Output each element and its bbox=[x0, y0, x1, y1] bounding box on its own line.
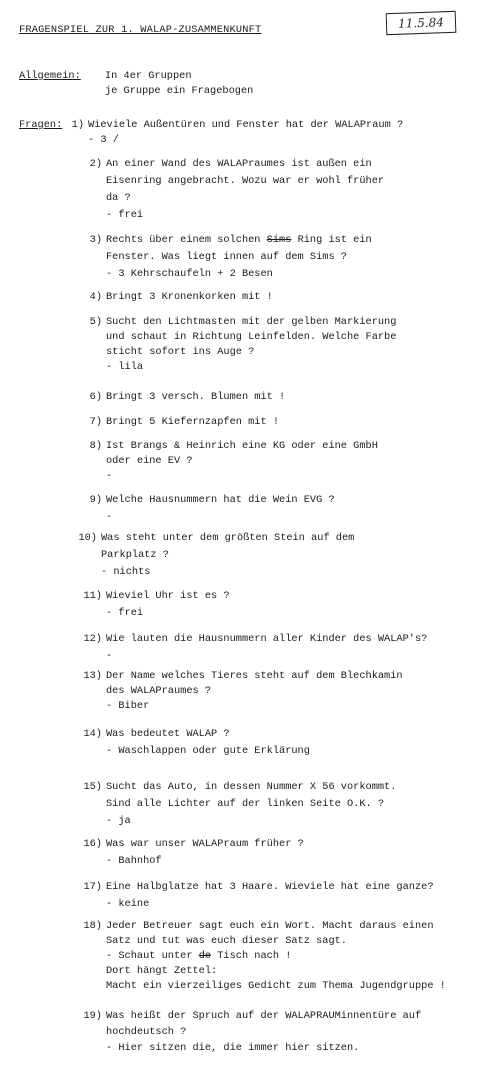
question-line: Was bedeutet WALAP ? bbox=[106, 728, 230, 740]
answer-line: - frei bbox=[106, 209, 144, 221]
question-line: hochdeutsch ? bbox=[106, 1026, 187, 1038]
answer-line: - keine bbox=[106, 898, 150, 910]
question-line: Was heißt der Spruch auf der WALAPRAUMinnentüre auf bbox=[106, 1010, 422, 1022]
question-line: Jeder Betreuer sagt euch ein Wort. Macht daraus einen bbox=[106, 920, 434, 932]
question-line: Bringt 3 versch. Blumen mit ! bbox=[106, 391, 286, 403]
answer-line: - 3 Kehrschaufeln + 2 Besen bbox=[106, 268, 273, 280]
question-line: Sucht das Auto, in dessen Nummer X 56 vorkommt. bbox=[106, 781, 397, 793]
answer-line: - lila bbox=[106, 361, 144, 373]
question-number: 3) bbox=[89, 234, 102, 246]
date-stamp: 11.5.84 bbox=[386, 11, 457, 35]
question-number: 2) bbox=[89, 158, 102, 170]
question-line: Parkplatz ? bbox=[101, 549, 169, 561]
answer-line: - nichts bbox=[101, 566, 151, 578]
question-line: Sind alle Lichter auf der linken Seite O.K. ? bbox=[106, 798, 385, 810]
general-line: In 4er Gruppen bbox=[105, 70, 192, 82]
question-line: Satz und tut was euch dieser Satz sagt. bbox=[106, 935, 347, 947]
answer-line: - bbox=[106, 511, 113, 523]
question-number: 18) bbox=[83, 920, 102, 932]
question-line: Wieviele Außentüren und Fenster hat der WALAPraum ? bbox=[88, 119, 404, 131]
question-number: 1) bbox=[71, 119, 84, 131]
question-number: 14) bbox=[83, 728, 102, 740]
answer-line: - Schaut unter de Tisch nach ! bbox=[106, 950, 292, 962]
answer-line: - Waschlappen oder gute Erklärung bbox=[106, 745, 310, 757]
questions-label: Fragen: bbox=[19, 119, 63, 131]
question-line: Ist Brangs & Heinrich eine KG oder eine GmbH bbox=[106, 440, 378, 452]
question-number: 11) bbox=[83, 590, 102, 602]
answer-line: - Bahnhof bbox=[106, 855, 162, 867]
question-line: Welche Hausnummern hat die Wein EVG ? bbox=[106, 494, 335, 506]
question-line: Wie lauten die Hausnummern aller Kinder des WALAP's? bbox=[106, 633, 428, 645]
question-number: 15) bbox=[83, 781, 102, 793]
question-line: Was steht unter dem größten Stein auf dem bbox=[101, 532, 355, 544]
question-line: Macht ein vierzeiliges Gedicht zum Thema Jugendgruppe ! bbox=[106, 980, 446, 992]
question-line: Wieviel Uhr ist es ? bbox=[106, 590, 230, 602]
question-line: Eine Halbglatze hat 3 Haare. Wieviele hat eine ganze? bbox=[106, 881, 434, 893]
question-line: Bringt 3 Kronenkorken mit ! bbox=[106, 291, 273, 303]
question-line: Der Name welches Tieres steht auf dem Blechkamin bbox=[106, 670, 403, 682]
question-line: Dort hängt Zettel: bbox=[106, 965, 218, 977]
question-line: des WALAPraumes ? bbox=[106, 685, 212, 697]
question-number: 17) bbox=[83, 881, 102, 893]
answer-line: - Biber bbox=[106, 700, 150, 712]
document-title: FRAGENSPIEL ZUR 1. WALAP-ZUSAMMENKUNFT bbox=[19, 24, 262, 36]
question-number: 19) bbox=[83, 1010, 102, 1022]
general-line: je Gruppe ein Fragebogen bbox=[105, 85, 254, 97]
question-line: Was war unser WALAPraum früher ? bbox=[106, 838, 304, 850]
question-line: An einer Wand des WALAPraumes ist außen ein bbox=[106, 158, 372, 170]
question-line: sticht sofort ins Auge ? bbox=[106, 346, 255, 358]
answer-line: - frei bbox=[106, 607, 144, 619]
answer-line: - bbox=[106, 470, 113, 482]
question-number: 16) bbox=[83, 838, 102, 850]
question-line: und schaut in Richtung Leinfelden. Welche Farbe bbox=[106, 331, 397, 343]
general-label: Allgemein: bbox=[19, 70, 81, 82]
question-line: da ? bbox=[106, 192, 131, 204]
question-line: Bringt 5 Kiefernzapfen mit ! bbox=[106, 416, 280, 428]
answer-line: - ja bbox=[106, 815, 131, 827]
question-line: Sucht den Lichtmasten mit der gelben Markierung bbox=[106, 316, 397, 328]
question-line: Rechts über einem solchen Sims Ring ist ein bbox=[106, 234, 372, 246]
question-number: 5) bbox=[89, 316, 102, 328]
question-number: 4) bbox=[89, 291, 102, 303]
question-number: 12) bbox=[83, 633, 102, 645]
question-number: 7) bbox=[89, 416, 102, 428]
answer-line: - 3 / bbox=[88, 134, 119, 146]
question-number: 9) bbox=[89, 494, 102, 506]
question-number: 13) bbox=[83, 670, 102, 682]
question-number: 6) bbox=[89, 391, 102, 403]
question-line: oder eine EV ? bbox=[106, 455, 193, 467]
answer-line: - bbox=[106, 650, 113, 662]
question-line: Fenster. Was liegt innen auf dem Sims ? bbox=[106, 251, 347, 263]
answer-line: - Hier sitzen die, die immer hier sitzen. bbox=[106, 1042, 360, 1054]
question-line: Eisenring angebracht. Wozu war er wohl früher bbox=[106, 175, 385, 187]
question-number: 8) bbox=[89, 440, 102, 452]
question-number: 10) bbox=[78, 532, 97, 544]
